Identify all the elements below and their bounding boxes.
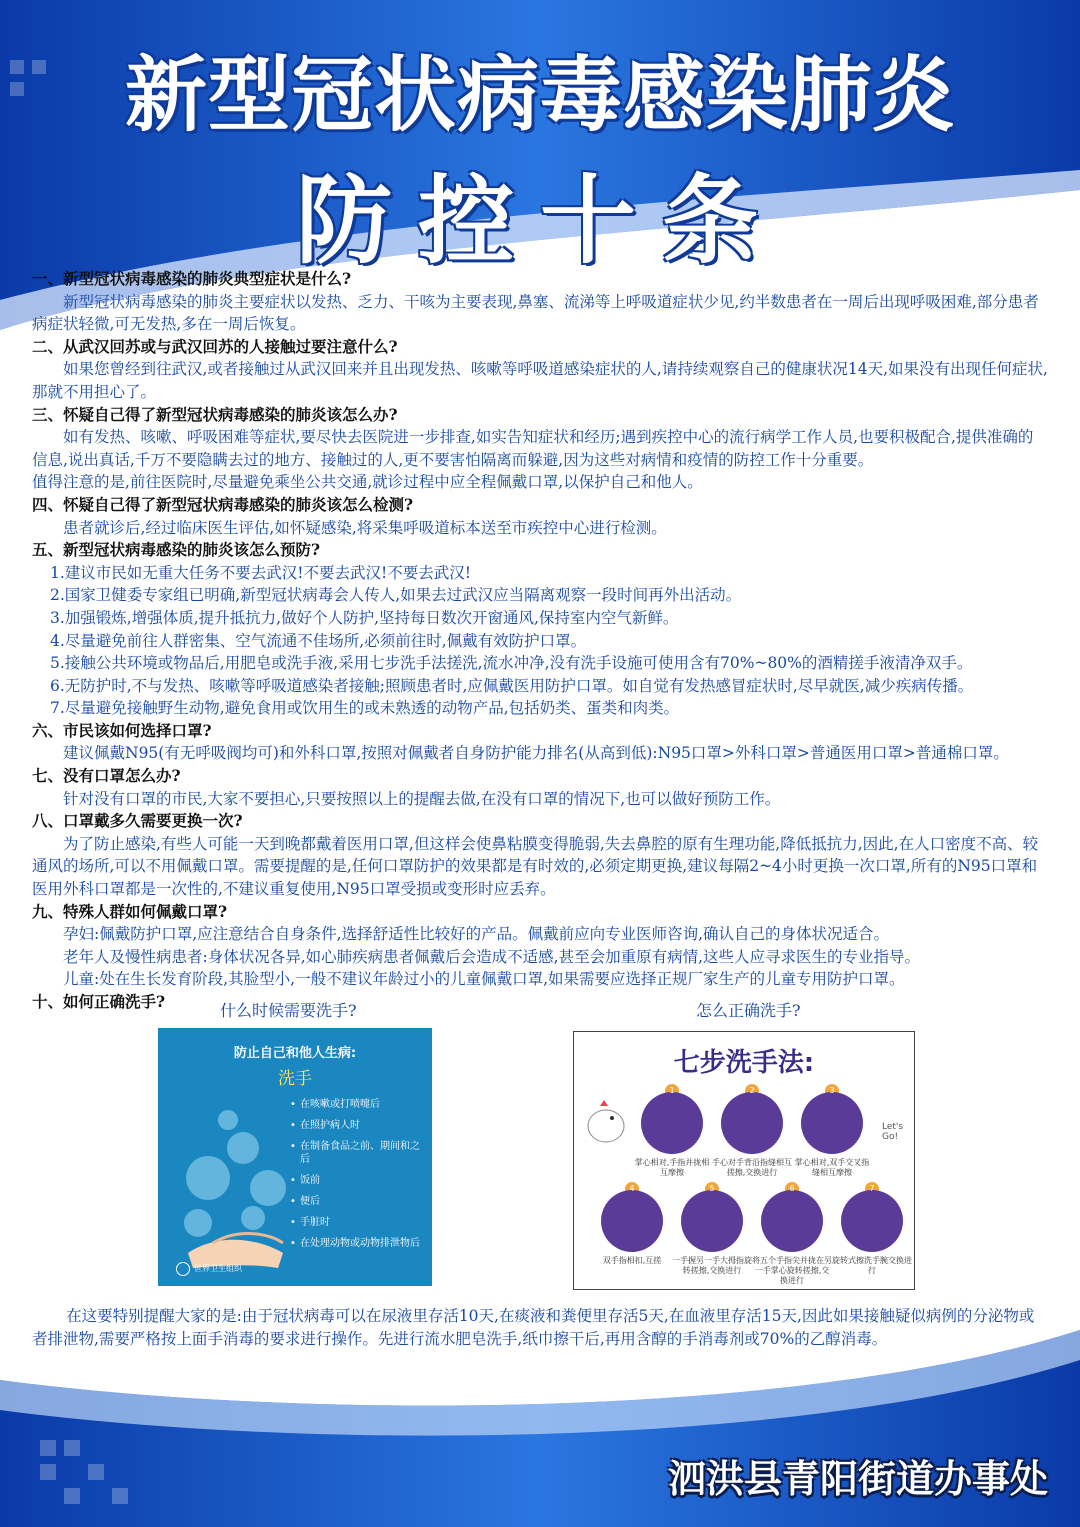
step-number: 5 <box>705 1182 719 1196</box>
panel-subtitle: 洗手 <box>278 1069 312 1089</box>
step-number: 1 <box>665 1084 679 1098</box>
step-2 <box>712 1084 792 1178</box>
step-1 <box>632 1084 712 1178</box>
step-caption: 掌心相对,双手交叉指缝相互摩擦 <box>794 1158 870 1177</box>
when-list <box>290 1098 428 1258</box>
step-caption: 掌心相对,手指并拢相互摩擦 <box>634 1158 710 1177</box>
step-number: 3 <box>825 1084 839 1098</box>
hands-icon <box>721 1092 783 1154</box>
panel-title: 防止自己和他人生病: <box>233 1046 357 1061</box>
list-item: • 手脏时 <box>290 1216 428 1229</box>
step-number: 6 <box>785 1182 799 1196</box>
content <box>32 268 1048 1014</box>
section-7-heading: 七、没有口罩怎么办? <box>32 766 181 786</box>
who-logo-icon <box>176 1262 190 1276</box>
section-4-text: 患者就诊后,经过临床医生评估,如怀疑感染,将采集呼吸道标本送至市疾控中心进行检测。 <box>63 518 667 537</box>
section-10-heading: 十、如何正确洗手? <box>32 992 166 1011</box>
section-8-heading: 八、口罩戴多久需要更换一次? <box>32 811 243 831</box>
section-8-text: 为了防止感染,有些人可能一天到晚都戴着医用口罩,但这样会使鼻粘膜变得脆弱,失去鼻腔的原有生理功能,降低抵抗力,因此,在人口密度不高、较通风的场所,可以不用佩戴口罩。需要提醒的是,任何口罩防护的效果都是有时效的,必须定期更换,建议每隔2~4小时更换一次口罩,所有的N95口罩和医用外科口罩都是一次性的,不建议重复使用,N95口罩受损或变形时应丢弃。 <box>32 834 1039 899</box>
seven-step-panel <box>573 1031 915 1290</box>
section-6-heading: 六、市民该如何选择口罩? <box>32 720 212 740</box>
step-number: 4 <box>625 1182 639 1196</box>
list-item: • 在处理动物或动物排泄物后 <box>290 1237 428 1250</box>
section-5-heading: 五、新型冠状病毒感染的肺炎该怎么预防? <box>32 540 321 560</box>
step-4 <box>592 1182 672 1266</box>
section-9-heading: 九、特殊人群如何佩戴口罩? <box>32 901 228 921</box>
section-3-text-2: 值得注意的是,前往医院时,尽量避免乘坐公共交通,就诊过程中应全程佩戴口罩,以保护自己和他人。 <box>32 473 703 492</box>
hands-icon <box>601 1190 663 1252</box>
hands-icon <box>681 1190 743 1252</box>
list-item: • 在制备食品之前、期间和之后 <box>290 1140 428 1166</box>
step-caption: 旋转式擦洗手腕交换进行 <box>832 1256 912 1275</box>
who-org-label: 世界卫生组织 <box>194 1264 242 1273</box>
step-number: 7 <box>865 1182 879 1196</box>
hands-icon <box>801 1092 863 1154</box>
step-3 <box>792 1084 872 1178</box>
step-caption: 一手握另一手大拇指旋转搓擦,交换进行 <box>672 1256 752 1275</box>
section-1-heading: 一、新型冠状病毒感染的肺炎典型症状是什么? <box>32 269 352 288</box>
list-item: 5.接触公共环境或物品后,用肥皂或洗手液,采用七步洗手法搓洗,流水冲净,没有洗手设施可使用含有70%~80%的酒精搓手液清净双手。 <box>50 654 973 673</box>
hands-icon <box>841 1190 903 1252</box>
section-3-heading: 三、怀疑自己得了新型冠状病毒感染的肺炎该怎么办? <box>32 404 398 424</box>
section-9-text-3: 儿童:处在生长发育阶段,其脸型小,一般不建议年龄过小的儿童佩戴口罩,如果需要应选择正规厂家生产的儿童专用防护口罩。 <box>63 970 905 989</box>
section-3-text: 如有发热、咳嗽、呼吸困难等症状,要尽快去医院进一步排查,如实告知症状和经历;遇到疾控中心的流行病学工作人员,也要积极配合,提供准确的信息,说出真话,千万不要隐瞒去过的地方、接触过的人,更不要害怕隔离而躲避,因为这些对病情和疫情的防控工作十分重要。 <box>32 428 1034 469</box>
list-item: 7.尽量避免接触野生动物,避免食用或饮用生的或未熟透的动物产品,包括奶类、蛋类和肉类。 <box>50 699 680 718</box>
closing-note: 在这要特别提醒大家的是:由于冠状病毒可以在尿液里存活10天,在痰液和粪便里存活5天,在血液里存活15天,因此如果接触疑似病例的分泌物或者排泄物,需要严格按上面手消毒的要求进行操作。先进行流水肥皂洗手,纸巾擦干后,再用含醇的手消毒剂或70%的乙醇消毒。 <box>32 1307 1035 1348</box>
section-1-text: 新型冠状病毒感染的肺炎主要症状以发热、乏力、干咳为主要表现,鼻塞、流涕等上呼吸道症状少见,约半数患者在一周后出现呼吸困难,部分患者病症状轻微,可无发热,多在一周后恢复。 <box>32 292 1039 334</box>
section-4-heading: 四、怀疑自己得了新型冠状病毒感染的肺炎该怎么检测? <box>32 494 414 514</box>
section-7-text: 针对没有口罩的市民,大家不要担心,只要按照以上的提醒去做,在没有口罩的情况下,也可以做好预防工作。 <box>63 789 781 808</box>
step-caption: 手心对手背沿指缝相互搓擦,交换进行 <box>712 1158 792 1177</box>
step-6 <box>752 1182 832 1286</box>
how-wash-caption: 怎么正确洗手? <box>696 1001 801 1020</box>
list-item: 1.建议市民如无重大任务不要去武汉!不要去武汉!不要去武汉! <box>50 563 471 582</box>
step-5 <box>672 1182 752 1276</box>
step-caption: 将五个手指尖并拢在另一手掌心旋转搓擦,交换进行 <box>752 1256 832 1285</box>
section-2-heading: 二、从武汉回苏或与武汉回苏的人接触过要注意什么? <box>32 336 398 356</box>
chicken-icon <box>576 1092 636 1152</box>
list-item: • 在咳嗽或打喷嚏后 <box>290 1098 428 1111</box>
hands-icon <box>641 1092 703 1154</box>
who-handwash-panel <box>158 1028 432 1286</box>
lets-go-text: Let's Go! <box>882 1122 904 1142</box>
section-6-text: 建议佩戴N95(有无呼吸阀均可)和外科口罩,按照对佩戴者自身防护能力排名(从高到低):N95口罩>外科口罩>普通医用口罩>普通棉口罩。 <box>63 744 1009 763</box>
list-item: 4.尽量避免前往人群密集、空气流通不佳场所,必须前往时,佩戴有效防护口罩。 <box>50 631 587 650</box>
list-item: 2.国家卫健委专家组已明确,新型冠状病毒会人传人,如果去过武汉应当隔离观察一段时间再外出活动。 <box>50 586 742 605</box>
list-item: • 饭前 <box>290 1174 428 1187</box>
hands-icon <box>761 1190 823 1252</box>
title-line1: 新型冠状病毒感染肺炎 <box>124 47 955 143</box>
section-9-text-1: 孕妇:佩戴防护口罩,应注意结合自身条件,选择舒适性比较好的产品。佩戴前应向专业医师咨询,确认自己的身体状况适合。 <box>63 925 890 944</box>
list-item: 6.无防护时,不与发热、咳嗽等呼吸道感染者接触;照顾患者时,应佩戴医用防护口罩。如自觉有发热感冒症状时,尽早就医,减少疾病传播。 <box>50 676 974 695</box>
step-7 <box>832 1182 912 1276</box>
when-wash-caption: 什么时候需要洗手? <box>220 1001 357 1020</box>
step-caption: 双手指相扣,互搓 <box>602 1256 662 1265</box>
list-item: • 便后 <box>290 1195 428 1208</box>
section-2-text: 如果您曾经到往武汉,或者接触过从武汉回来并且出现发热、咳嗽等呼吸道感染症状的人,请持续观察自己的健康状况14天,如果没有出现任何症状,那就不用担心了。 <box>32 360 1048 401</box>
seven-step-title: 七步洗手法: <box>673 1048 815 1078</box>
footer-organization: 泗洪县青阳街道办事处 <box>667 1456 1048 1501</box>
step-number: 2 <box>745 1084 759 1098</box>
section-9-text-2: 老年人及慢性病患者:身体状况各异,如心肺疾病患者佩戴后会造成不适感,甚至会加重原有病情,这些人应寻求医生的专业指导。 <box>63 947 921 966</box>
title-line2: 防控十条 <box>296 164 784 277</box>
list-item: 3.加强锻炼,增强体质,提升抵抗力,做好个人防护,坚持每日数次开窗通风,保持室内空气新鲜。 <box>50 608 679 627</box>
list-item: • 在照护病人时 <box>290 1119 428 1132</box>
